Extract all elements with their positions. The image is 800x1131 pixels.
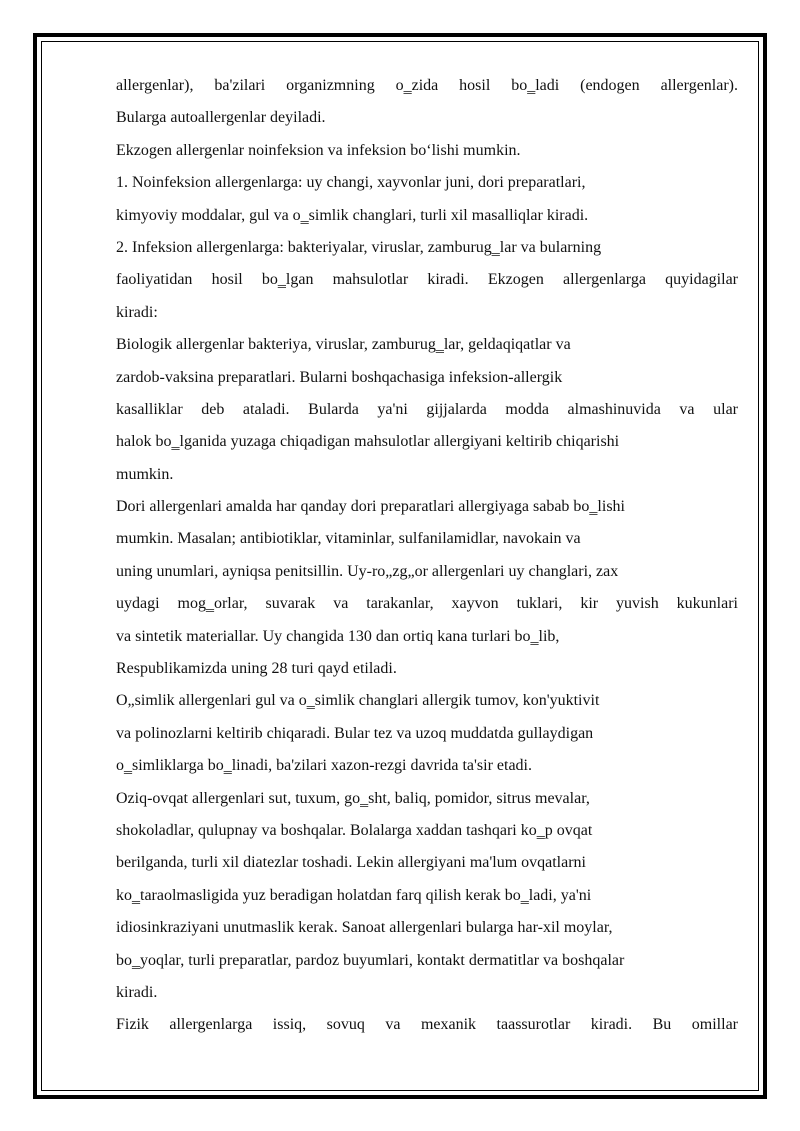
text-line: ko‗taraolmasligida yuz beradigan holatdan farq qilish kerak bo‗ladi, ya'ni [116,886,592,904]
text-line: o‗simliklarga bo‗linadi, ba'zilari xazon-rezgi davrida ta'sir etadi. [116,757,532,775]
text-line: mumkin. Masalan; antibiotiklar, vitaminlar, sulfanilamidlar, navokain va [116,530,581,548]
text-line: Biologik allergenlar bakteriya, viruslar, zamburug‗lar, geldaqiqatlar va [116,336,571,354]
text-line: halok bo‗lganida yuzaga chiqadigan mahsulotlar allergiyani keltirib chiqarishi [116,433,620,451]
document-body [116,70,738,1042]
text-line: kiradi. [116,983,158,1001]
text-line: Bularga autoallergenlar deyiladi. [116,109,326,127]
text-line: O„simlik allergenlari gul va o‗simlik changlari allergik tumov, kon'yuktivit [116,692,600,710]
text-line: mumkin. [116,465,174,483]
text-line: shokoladlar, qulupnay va boshqalar. Bolalarga xaddan tashqari ko‗p ovqat [116,821,593,839]
text-line: berilganda, turli xil diatezlar toshadi. Lekin allergiyani ma'lum ovqatlarni [116,854,586,872]
text-line: uning unumlari, ayniqsa penitsillin. Uy-ro„zg„or allergenlari uy changlari, zax [116,562,619,580]
text-line: faoliyatidan hosil bo‗lgan mahsulotlar kiradi. Ekzogen allergenlarga quyidagilar [116,271,738,289]
text-line: Dori allergenlari amalda har qanday dori preparatlari allergiyaga sabab bo‗lishi [116,498,625,516]
text-line: idiosinkraziyani unutmaslik kerak. Sanoat allergenlari bularga har-xil moylar, [116,919,613,937]
text-line: bo‗yoqlar, turli preparatlar, pardoz buyumlari, kontakt dermatitlar va boshqalar [116,951,625,969]
text-line: uydagi mog‗orlar, suvarak va tarakanlar, xayvon tuklari, kir yuvish kukunlari [116,595,738,613]
text-line: Oziq-ovqat allergenlari sut, tuxum, go‗sht, baliq, pomidor, sitrus mevalar, [116,789,590,807]
text-line: Respublikamizda uning 28 turi qayd etiladi. [116,660,397,678]
text-line: kasalliklar deb ataladi. Bularda ya'ni gijjalarda modda almashinuvida va ular [116,400,738,418]
text-line: kiradi: [116,303,158,321]
text-line: va sintetik materiallar. Uy changida 130 dan ortiq kana turlari bo‗lib, [116,627,560,645]
text-line: va polinozlarni keltirib chiqaradi. Bular tez va uzoq muddatda gullaydigan [116,724,594,742]
text-line: 1. Noinfeksion allergenlarga: uy changi, xayvonlar juni, dori preparatlari, [116,174,586,192]
text-line: Fizik allergenlarga issiq, sovuq va mexanik taassurotlar kiradi. Bu omillar [116,1016,738,1034]
text-line: kimyoviy moddalar, gul va o‗simlik changlari, turli xil masalliqlar kiradi. [116,206,589,224]
text-line: zardob-vaksina preparatlari. Bularni boshqachasiga infeksion-allergik [116,368,563,386]
text-line: allergenlar), ba'zilari organizmning o‗zida hosil bo‗ladi (endogen allergenlar). [116,77,738,94]
text-line: Ekzogen allergenlar noinfeksion va infeksion bo‘lishi mumkin. [116,141,521,159]
text-line: 2. Infeksion allergenlarga: bakteriyalar, viruslar, zamburug‗lar va bularning [116,238,602,256]
